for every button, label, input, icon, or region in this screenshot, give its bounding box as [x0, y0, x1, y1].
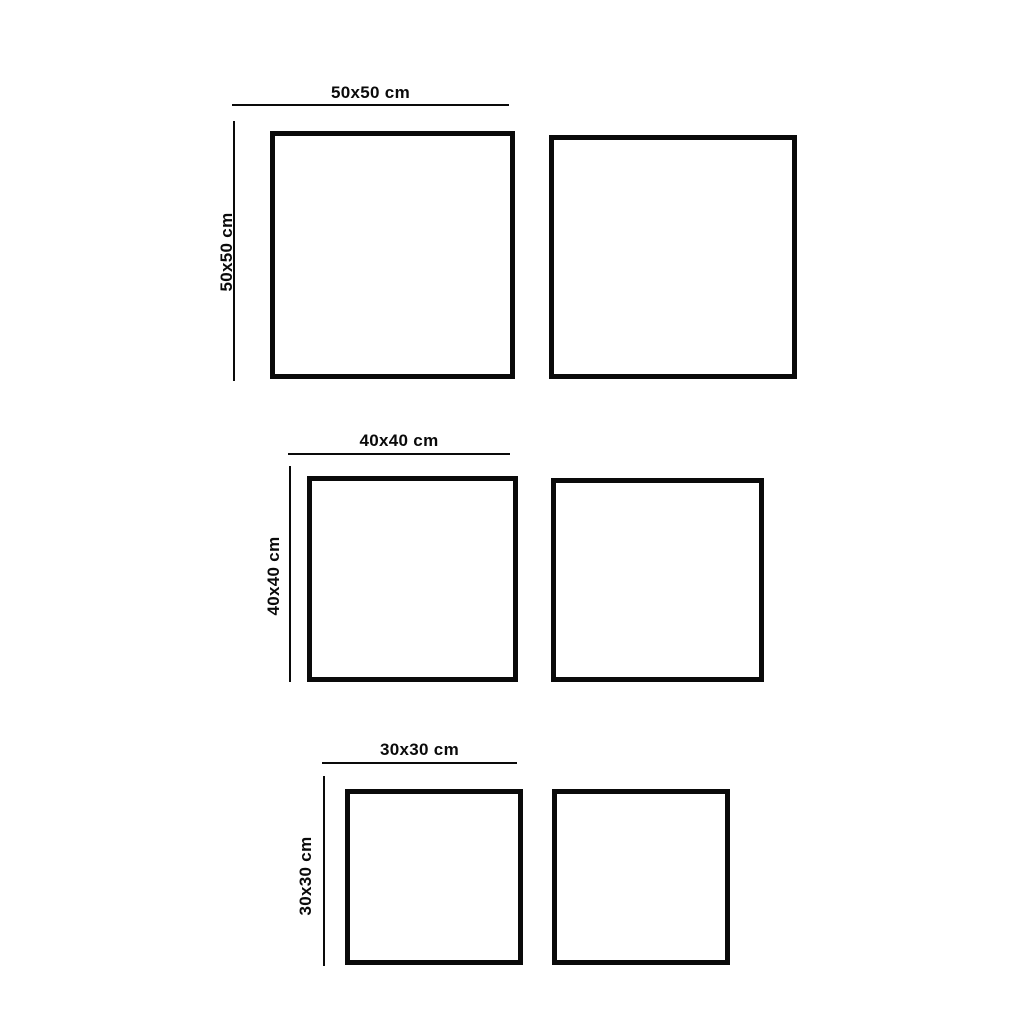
dimension-label-horizontal-30: 30x30 cm: [380, 740, 459, 759]
dimension-label-vertical-50: 50x50 cm: [217, 212, 236, 292]
dimension-label-vertical-30: 30x30 cm: [296, 836, 315, 916]
dimension-line-horizontal-40: [288, 453, 510, 455]
square-50-left: [270, 131, 515, 379]
dimension-label-vertical-40: 40x40 cm: [264, 536, 283, 616]
dimension-line-vertical-30: [323, 776, 325, 966]
dimension-line-horizontal-50: [232, 104, 509, 106]
square-40-right: [551, 478, 764, 682]
square-40-left: [307, 476, 518, 682]
dimension-line-vertical-40: [289, 466, 291, 682]
dimension-line-horizontal-30: [322, 762, 517, 764]
square-30-left: [345, 789, 523, 965]
square-50-right: [549, 135, 797, 379]
dimension-label-horizontal-50: 50x50 cm: [331, 83, 410, 102]
square-30-right: [552, 789, 730, 965]
dimension-label-horizontal-40: 40x40 cm: [359, 431, 439, 450]
